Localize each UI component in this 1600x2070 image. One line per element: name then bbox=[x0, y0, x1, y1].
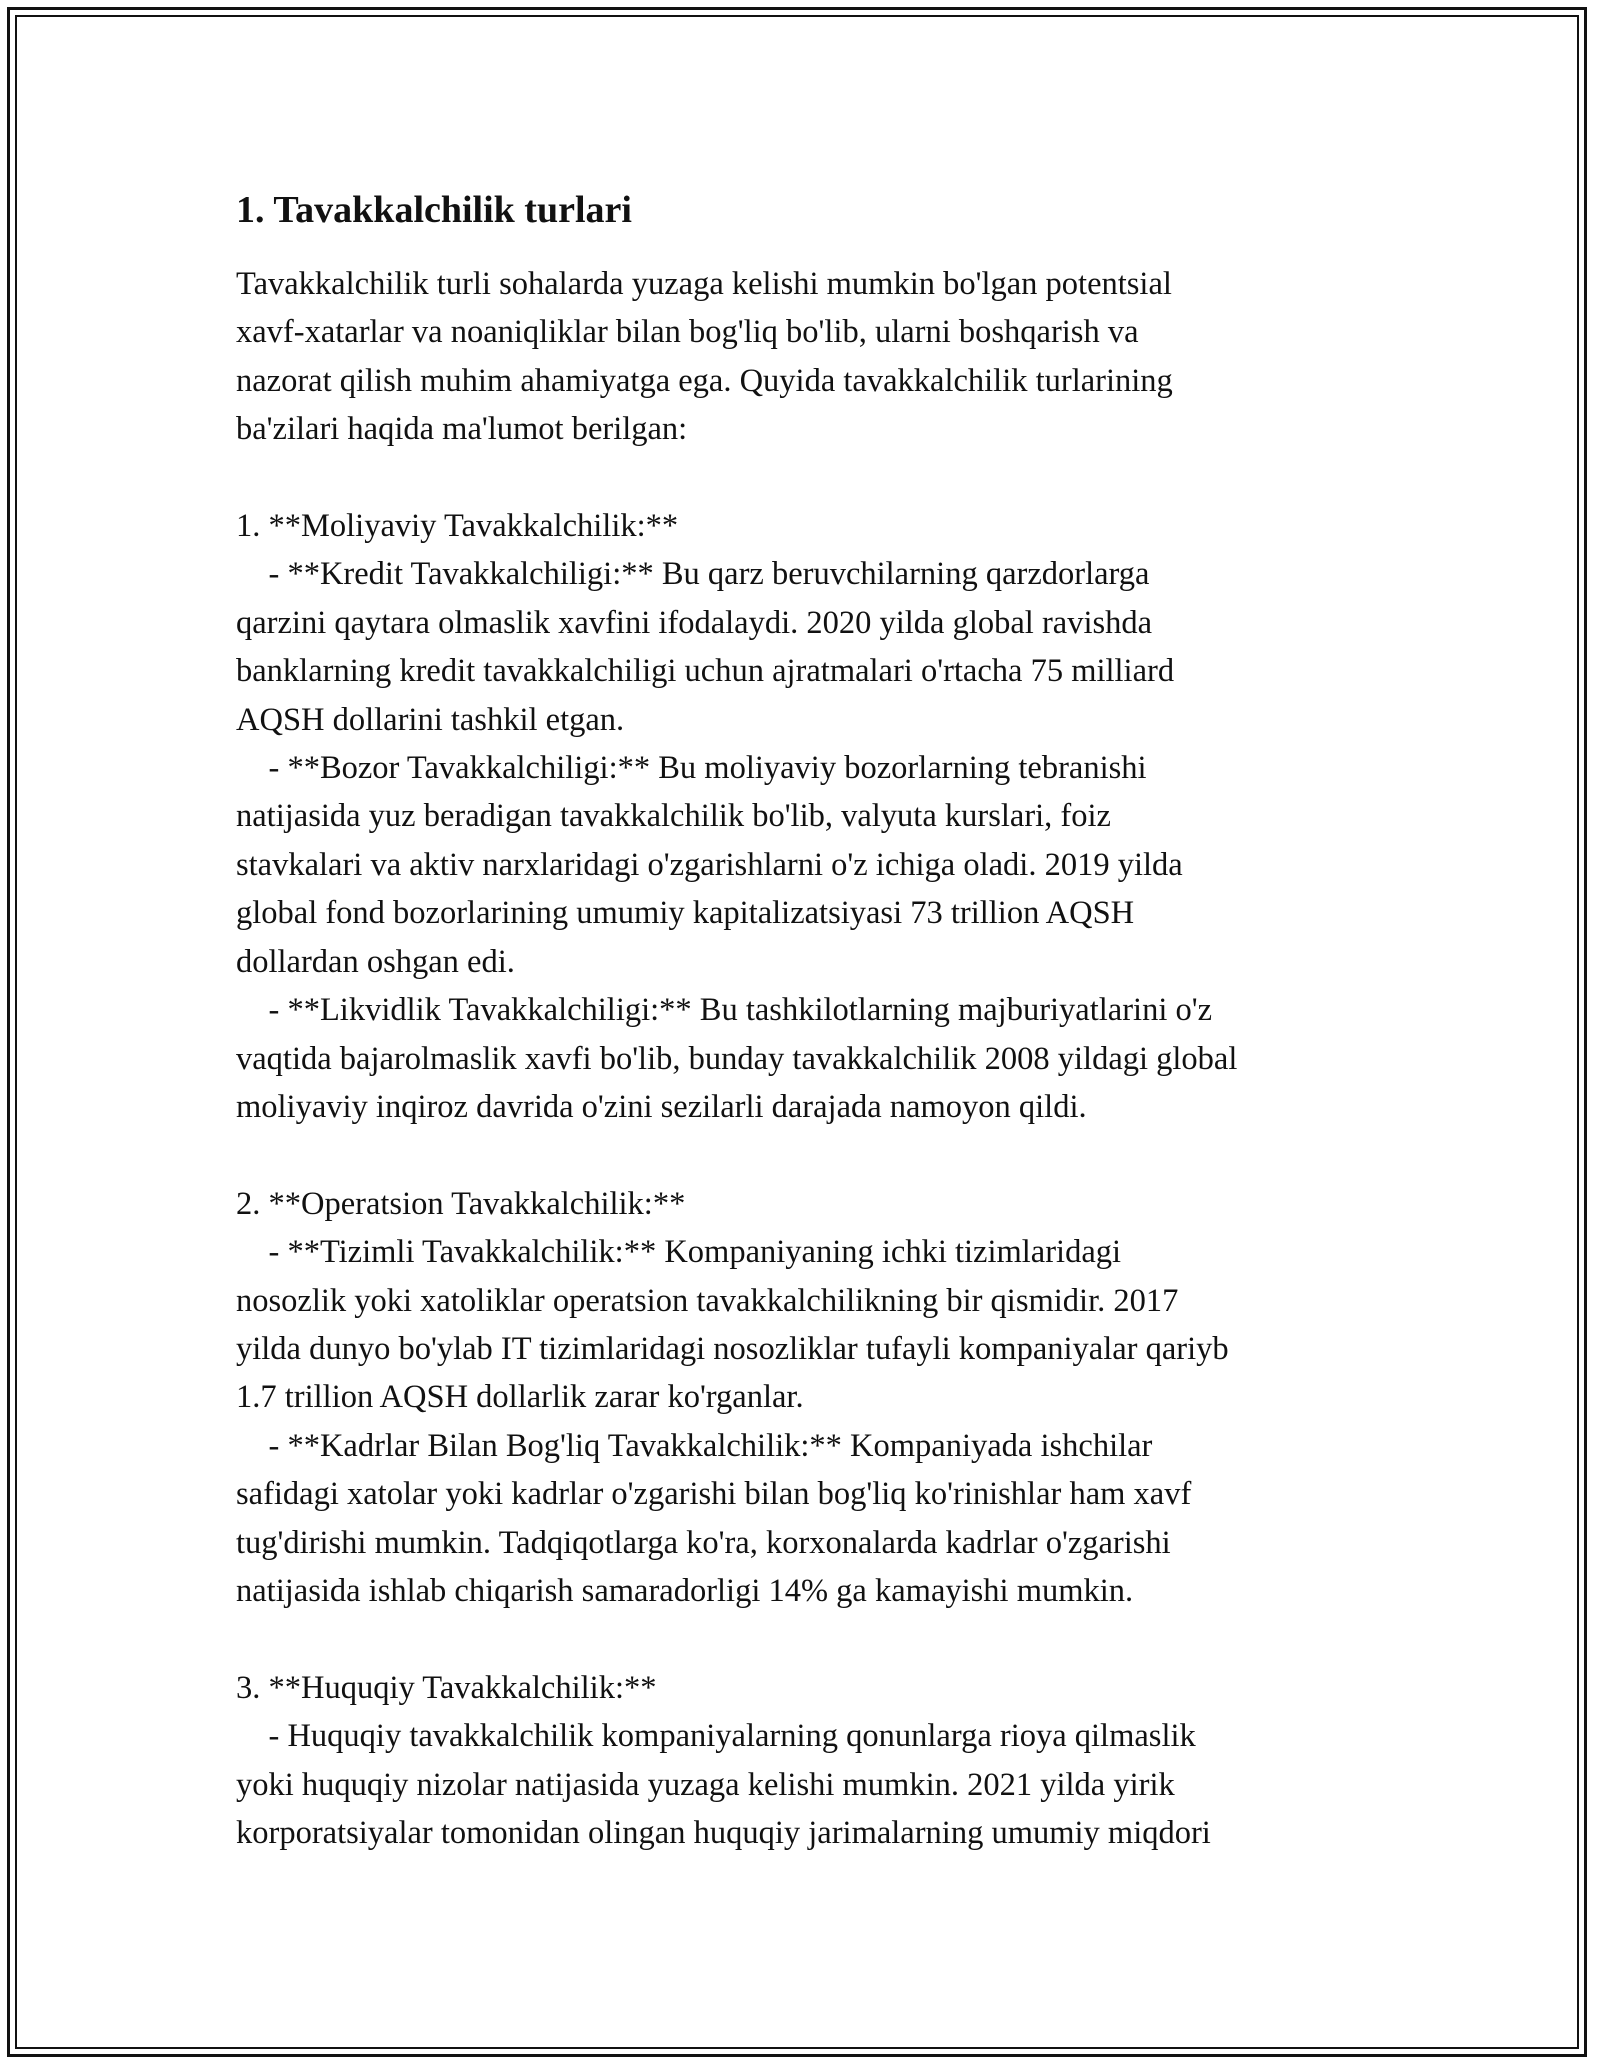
document-content bbox=[236, 186, 1376, 1857]
document-body: Tavakkalchilik turli sohalarda yuzaga kelishi mumkin bo'lgan potentsial xavf-xatarlar va noaniqliklar bilan bog'liq bo'lib, ularni boshqarish va nazorat qilish muhim ahamiyatga ega. Quyida tavakkalchilik turlarining ba'zilari haqida ma'lumot berilgan: 1. **Moliyaviy Tavakkalchilik:** - **Kredit Tavakkalchiligi:** Bu qarz beruvchilarning qarzdorlarga qarzini qaytara olmaslik xavfini ifodalaydi. 2020 yilda global ravishda banklarning kredit tavakkalchiligi uchun ajratmalari o'rtacha 75 milliard AQSH dollarini tashkil etgan. - **Bozor Tavakkalchiligi:** Bu moliyaviy bozorlarning tebranishi natijasida yuz beradigan tavakkalchilik bo'lib, valyuta kurslari, foiz stavkalari va aktiv narxlaridagi o'zgarishlarni o'z ichiga oladi. 2019 yilda global fond bozorlarining umumiy kapitalizatsiyasi 73 trillion AQSH dollardan oshgan edi. - **Likvidlik Tavakkalchiligi:** Bu tashkilotlarning majburiyatlarini o'z vaqtida bajarolmaslik xavfi bo'lib, bunday tavakkalchilik 2008 yildagi global moliyaviy inqiroz davrida o'zini sezilarli darajada namoyon qildi. 2. **Operatsion Tavakkalchilik:** - **Tizimli Tavakkalchilik:** Kompaniyaning ichki tizimlaridagi nosozlik yoki xatoliklar operatsion tavakkalchilikning bir qismidir. 2017 yilda dunyo bo'ylab IT tizimlaridagi nosozliklar tufayli kompaniyalar qariyb 1.7 trillion AQSH dollarlik zarar ko'rganlar. - **Kadrlar Bilan Bog'liq Tavakkalchilik:** Kompaniyada ishchilar safidagi xatolar yoki kadrlar o'zgarishi bilan bog'liq ko'rinishlar ham xavf tug'dirishi mumkin. Tadqiqotlarga ko'ra, korxonalarda kadrlar o'zgarishi natijasida ishlab chiqarish samaradorligi 14% ga kamayishi mumkin. 3. **Huquqiy Tavakkalchilik:** - Huquqiy tavakkalchilik kompaniyalarning qonunlarga rioya qilmaslik yoki huquqiy nizolar natijasida yuzaga kelishi mumkin. 2021 yilda yirik korporatsiyalar tomonidan olingan huquqiy jarimalarning umumiy miqdori bbox=[236, 266, 1238, 1851]
document-title: 1. Tavakkalchilik turlari bbox=[236, 189, 632, 231]
